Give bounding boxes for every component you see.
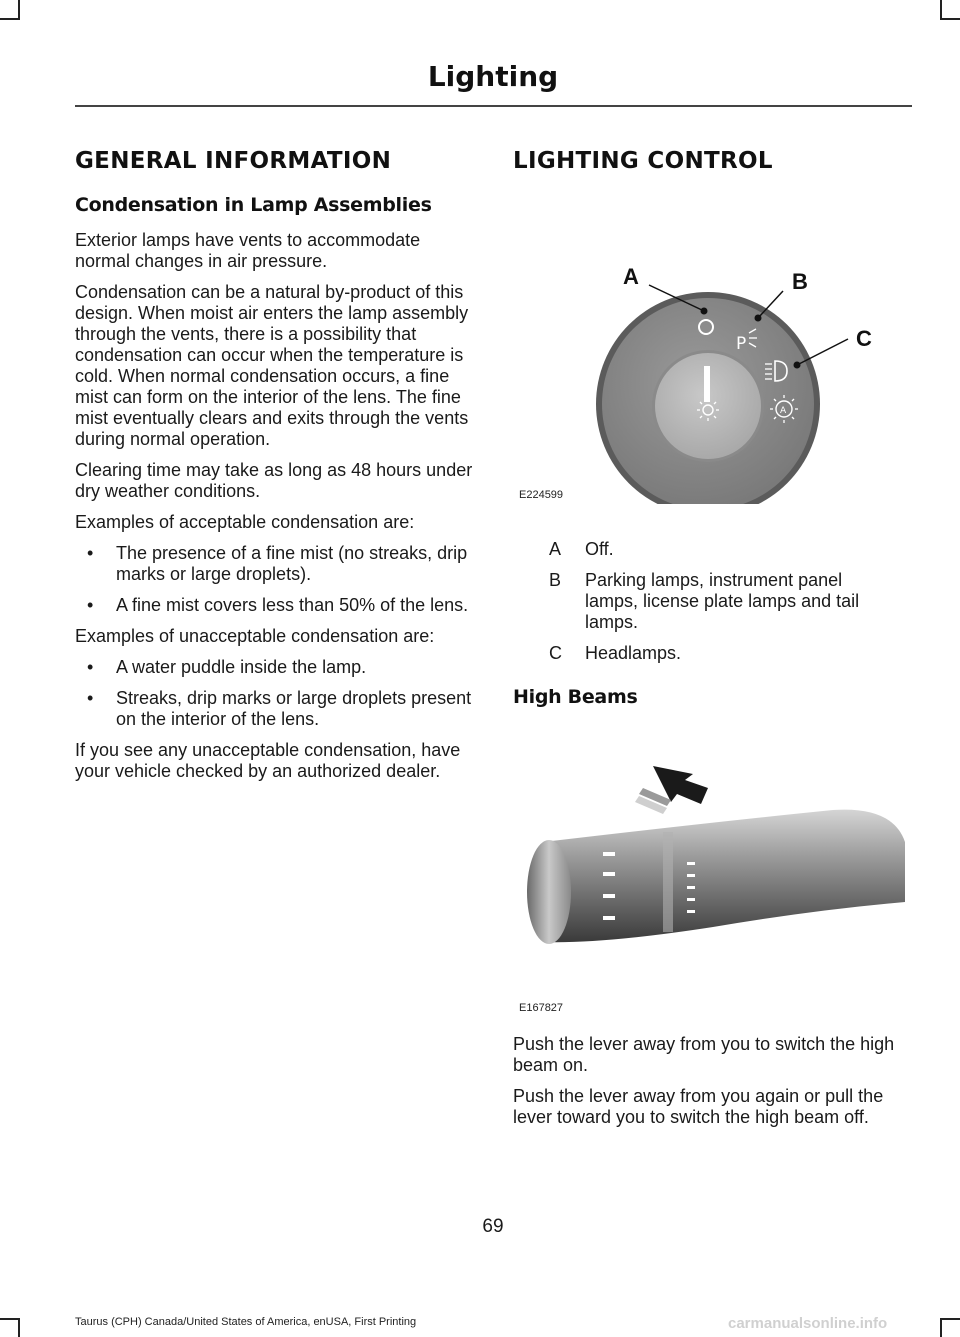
callout-dot-b [755, 315, 762, 322]
figure-code: E224599 [519, 489, 564, 501]
paragraph: Clearing time may take as long as 48 hours under dry weather conditions. [75, 460, 473, 501]
callout-label-a: A [623, 264, 639, 289]
list-item: • Streaks, drip marks or large droplets present on the interior of the lens. [75, 688, 475, 730]
header-divider [75, 105, 912, 107]
high-beam-figure [513, 722, 913, 1022]
section-title-general-information: GENERAL INFORMATION [75, 148, 392, 174]
acceptable-list [75, 543, 475, 616]
stalk-band [663, 832, 673, 932]
legend-key: C [549, 643, 562, 663]
paragraph: Condensation can be a natural by-product of this design. When moist air enters the lamp assembly through the vents, there is a possibility that condensation can occur when the temperature is cold. When normal condensation occurs, a fine mist can form on the interior of the lens. The fine mist eventually clears and exits through the vents during normal operation. [75, 282, 469, 449]
right-column [513, 140, 913, 1138]
subheading-condensation: Condensation in Lamp Assemblies [75, 194, 432, 216]
legend [513, 539, 913, 664]
watermark: carmanualsonline.info [728, 1315, 888, 1332]
paragraph: Exterior lamps have vents to accommodate normal changes in air pressure. [75, 230, 421, 271]
callout-label-c: C [856, 326, 872, 351]
list-item: • A water puddle inside the lamp. [75, 657, 475, 678]
legend-row [513, 539, 913, 560]
lighting-control-figure [513, 194, 913, 504]
page-number: 69 [482, 1216, 504, 1237]
callout-dot-c [794, 362, 801, 369]
crop-mark [940, 0, 942, 20]
paragraph: Examples of unacceptable condensation are: [75, 626, 435, 646]
lighting-switch-illustration [513, 194, 913, 504]
callout-label-b: B [792, 269, 808, 294]
legend-text: Parking lamps, instrument panel lamps, license plate lamps and tail lamps. [585, 570, 860, 632]
paragraph: Examples of acceptable condensation are: [75, 512, 415, 532]
crop-mark [0, 1318, 20, 1320]
crop-mark [940, 1318, 960, 1320]
footer-note: Taurus (CPH) Canada/United States of America, enUSA, First Printing [75, 1316, 417, 1328]
knob-indicator [704, 366, 710, 402]
legend-row [513, 643, 913, 664]
paragraph: If you see any unacceptable condensation, have your vehicle checked by an authorized dealer. [75, 740, 461, 781]
crop-mark [18, 0, 20, 20]
left-column [75, 140, 475, 792]
legend-row [513, 570, 913, 633]
figure-code: E167827 [519, 1002, 564, 1014]
stalk-body [543, 810, 905, 943]
arrow-up-icon [635, 766, 708, 814]
list-item: • A fine mist covers less than 50% of the lens. [75, 595, 475, 616]
page-title: Lighting [427, 60, 559, 93]
subheading-high-beams: High Beams [513, 686, 638, 708]
list-item: • The presence of a fine mist (no streaks, drip marks or large droplets). [75, 543, 475, 585]
callout-dot-a [701, 308, 708, 315]
crop-mark [940, 18, 960, 20]
paragraph: Push the lever away from you again or pull the lever toward you to switch the high beam off. [513, 1086, 884, 1127]
legend-text: Off. [585, 539, 614, 559]
stalk-cap[interactable] [527, 840, 571, 944]
unacceptable-list [75, 657, 475, 730]
section-title-lighting-control: LIGHTING CONTROL [513, 148, 773, 174]
svg-text:A: A [780, 406, 787, 416]
svg-text:P: P [736, 334, 747, 354]
legend-key: B [549, 570, 562, 590]
legend-key: A [549, 539, 562, 559]
crop-mark [0, 18, 20, 20]
legend-text: Headlamps. [585, 643, 682, 663]
crop-mark [940, 1318, 942, 1337]
stalk-illustration [513, 722, 913, 1012]
paragraph: Push the lever away from you to switch the high beam on. [513, 1034, 895, 1075]
crop-mark [18, 1318, 20, 1337]
